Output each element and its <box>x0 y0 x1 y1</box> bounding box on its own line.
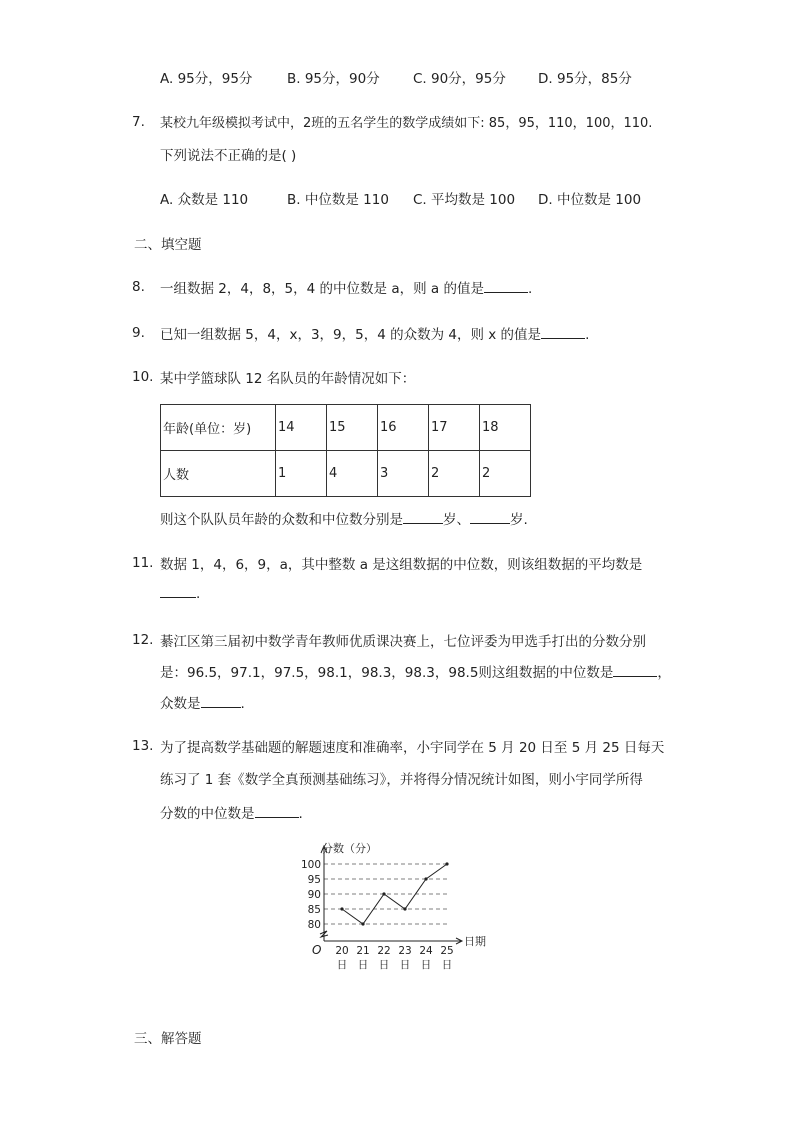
x-tick-suffix: 日 <box>378 959 390 971</box>
x-tick-label: 24 <box>419 945 433 957</box>
q7-line1: 某校九年级模拟考试中，2班的五名学生的数学成绩如下: 85，95，110，100，110. <box>160 116 653 131</box>
q11-answer-blank <box>160 585 196 598</box>
score-point <box>361 922 364 925</box>
score-point <box>403 907 406 910</box>
q10-after-end: 岁. <box>510 512 528 528</box>
q12-line3-before: 众数是 <box>160 696 201 712</box>
q9-text-before: 已知一组数据 5，4，x，3，9，5，4 的众数为 4，则 x 的值是 <box>160 327 542 343</box>
q12-line2-after: ， <box>657 665 671 681</box>
q6-option-a: A. 95分，95分 <box>160 71 253 87</box>
q12-line2-before: 是：96.5，97.1，97.5，98.1，98.3，98.3，98.5则这组数据的中位数是 <box>160 665 614 681</box>
x-axis-label: 日期 <box>464 935 486 948</box>
score-line-chart <box>296 840 496 975</box>
q11-line2-end: . <box>196 586 201 602</box>
age-cell: 17 <box>429 405 480 451</box>
count-row <box>161 451 531 497</box>
count-cell: 3 <box>378 451 429 497</box>
q7-number: 7. <box>132 114 145 130</box>
age-cell: 18 <box>480 405 531 451</box>
y-tick-label: 95 <box>307 874 321 886</box>
score-point <box>445 862 448 865</box>
age-table <box>160 404 531 497</box>
score-point <box>424 877 427 880</box>
q9-text <box>160 323 589 343</box>
x-tick-suffix: 日 <box>441 959 453 971</box>
score-point <box>382 892 385 895</box>
x-tick-suffix: 日 <box>357 959 369 971</box>
q8-number: 8. <box>132 279 145 295</box>
x-tick-label: 21 <box>356 945 370 957</box>
q12-mode-blank <box>201 695 241 708</box>
age-row <box>161 405 531 451</box>
q6-option-b: B. 95分，90分 <box>287 71 380 87</box>
x-tick-suffix: 日 <box>399 959 411 971</box>
q13-answer-blank <box>255 805 299 818</box>
age-cell: 15 <box>327 405 378 451</box>
y-axis-label: 分数（分） <box>322 842 377 855</box>
count-cell: 2 <box>480 451 531 497</box>
y-tick-label: 80 <box>307 919 321 931</box>
y-tick-label: 100 <box>300 859 321 871</box>
q13-line3-after: . <box>298 806 303 822</box>
q13-line1: 为了提高数学基础题的解题速度和准确率，小宇同学在 5 月 20 日至 5 月 25 日每天 <box>160 740 665 756</box>
q8-text <box>160 277 532 297</box>
q7-option-c: C. 平均数是 100 <box>413 192 516 208</box>
count-cell: 4 <box>327 451 378 497</box>
q11-number: 11. <box>132 555 154 571</box>
q7-option-a: A. 众数是 110 <box>160 192 249 208</box>
count-cell: 2 <box>429 451 480 497</box>
q7-option-d: D. 中位数是 100 <box>538 192 642 208</box>
q10-text: 某中学篮球队 12 名队员的年龄情况如下： <box>160 371 416 387</box>
q11-line2 <box>160 585 200 602</box>
q10-mode-blank <box>403 511 443 524</box>
y-tick-label: 90 <box>307 889 321 901</box>
x-tick-suffix: 日 <box>420 959 432 971</box>
q12-median-blank <box>613 664 657 677</box>
q13-line3 <box>160 802 303 822</box>
q9-text-after: . <box>585 327 590 343</box>
y-tick-label: 85 <box>307 904 321 916</box>
q10-question <box>160 508 528 528</box>
q7-option-b: B. 中位数是 110 <box>287 192 389 208</box>
q13-number: 13. <box>132 738 154 754</box>
q8-text-before: 一组数据 2，4，8，5，4 的中位数是 a，则 a 的值是 <box>160 281 484 297</box>
q10-after-before: 则这个队队员年龄的众数和中位数分别是 <box>160 512 403 528</box>
q12-line3-after: . <box>240 696 245 712</box>
q8-text-after: . <box>527 281 533 297</box>
score-point <box>340 907 343 910</box>
q10-number: 10. <box>132 369 154 385</box>
q9-number: 9. <box>132 325 145 341</box>
section-2-heading: 二、填空题 <box>134 237 202 253</box>
age-cell: 16 <box>378 405 429 451</box>
age-cell: 14 <box>276 405 327 451</box>
section-3-heading: 三、解答题 <box>134 1031 202 1047</box>
count-row-label: 人数 <box>161 451 276 497</box>
q12-number: 12. <box>132 632 154 648</box>
q13-line2: 练习了 1 套《数学全真预测基础练习》，并将得分情况统计如图，则小宇同学所得 <box>160 772 643 788</box>
q10-median-blank <box>470 511 510 524</box>
q9-answer-blank <box>541 326 585 339</box>
x-tick-label: 25 <box>440 945 454 957</box>
q7-line2: 下列说法不正确的是( ) <box>160 148 297 164</box>
x-tick-label: 20 <box>335 945 349 957</box>
origin-label: O <box>312 943 322 957</box>
q11-line1: 数据 1，4，6，9，a，其中整数 a 是这组数据的中位数，则该组数据的平均数是 <box>160 557 643 573</box>
count-cell: 1 <box>276 451 327 497</box>
q13-line3-before: 分数的中位数是 <box>160 806 255 822</box>
q12-line1: 綦江区第三届初中数学青年教师优质课决赛上，七位评委为甲选手打出的分数分别 <box>160 634 646 650</box>
q10-after-mid: 岁、 <box>443 512 470 528</box>
x-tick-label: 23 <box>398 945 412 957</box>
axis-break-mark <box>320 931 328 937</box>
q12-line2 <box>160 661 671 681</box>
q12-line3 <box>160 692 245 712</box>
x-tick-suffix: 日 <box>336 959 348 971</box>
q6-option-c: C. 90分，95分 <box>413 71 506 87</box>
x-tick-label: 22 <box>377 945 391 957</box>
age-row-label: 年龄(单位：岁) <box>161 405 276 451</box>
q8-answer-blank <box>484 280 528 293</box>
q6-option-d: D. 95分，85分 <box>538 71 632 87</box>
